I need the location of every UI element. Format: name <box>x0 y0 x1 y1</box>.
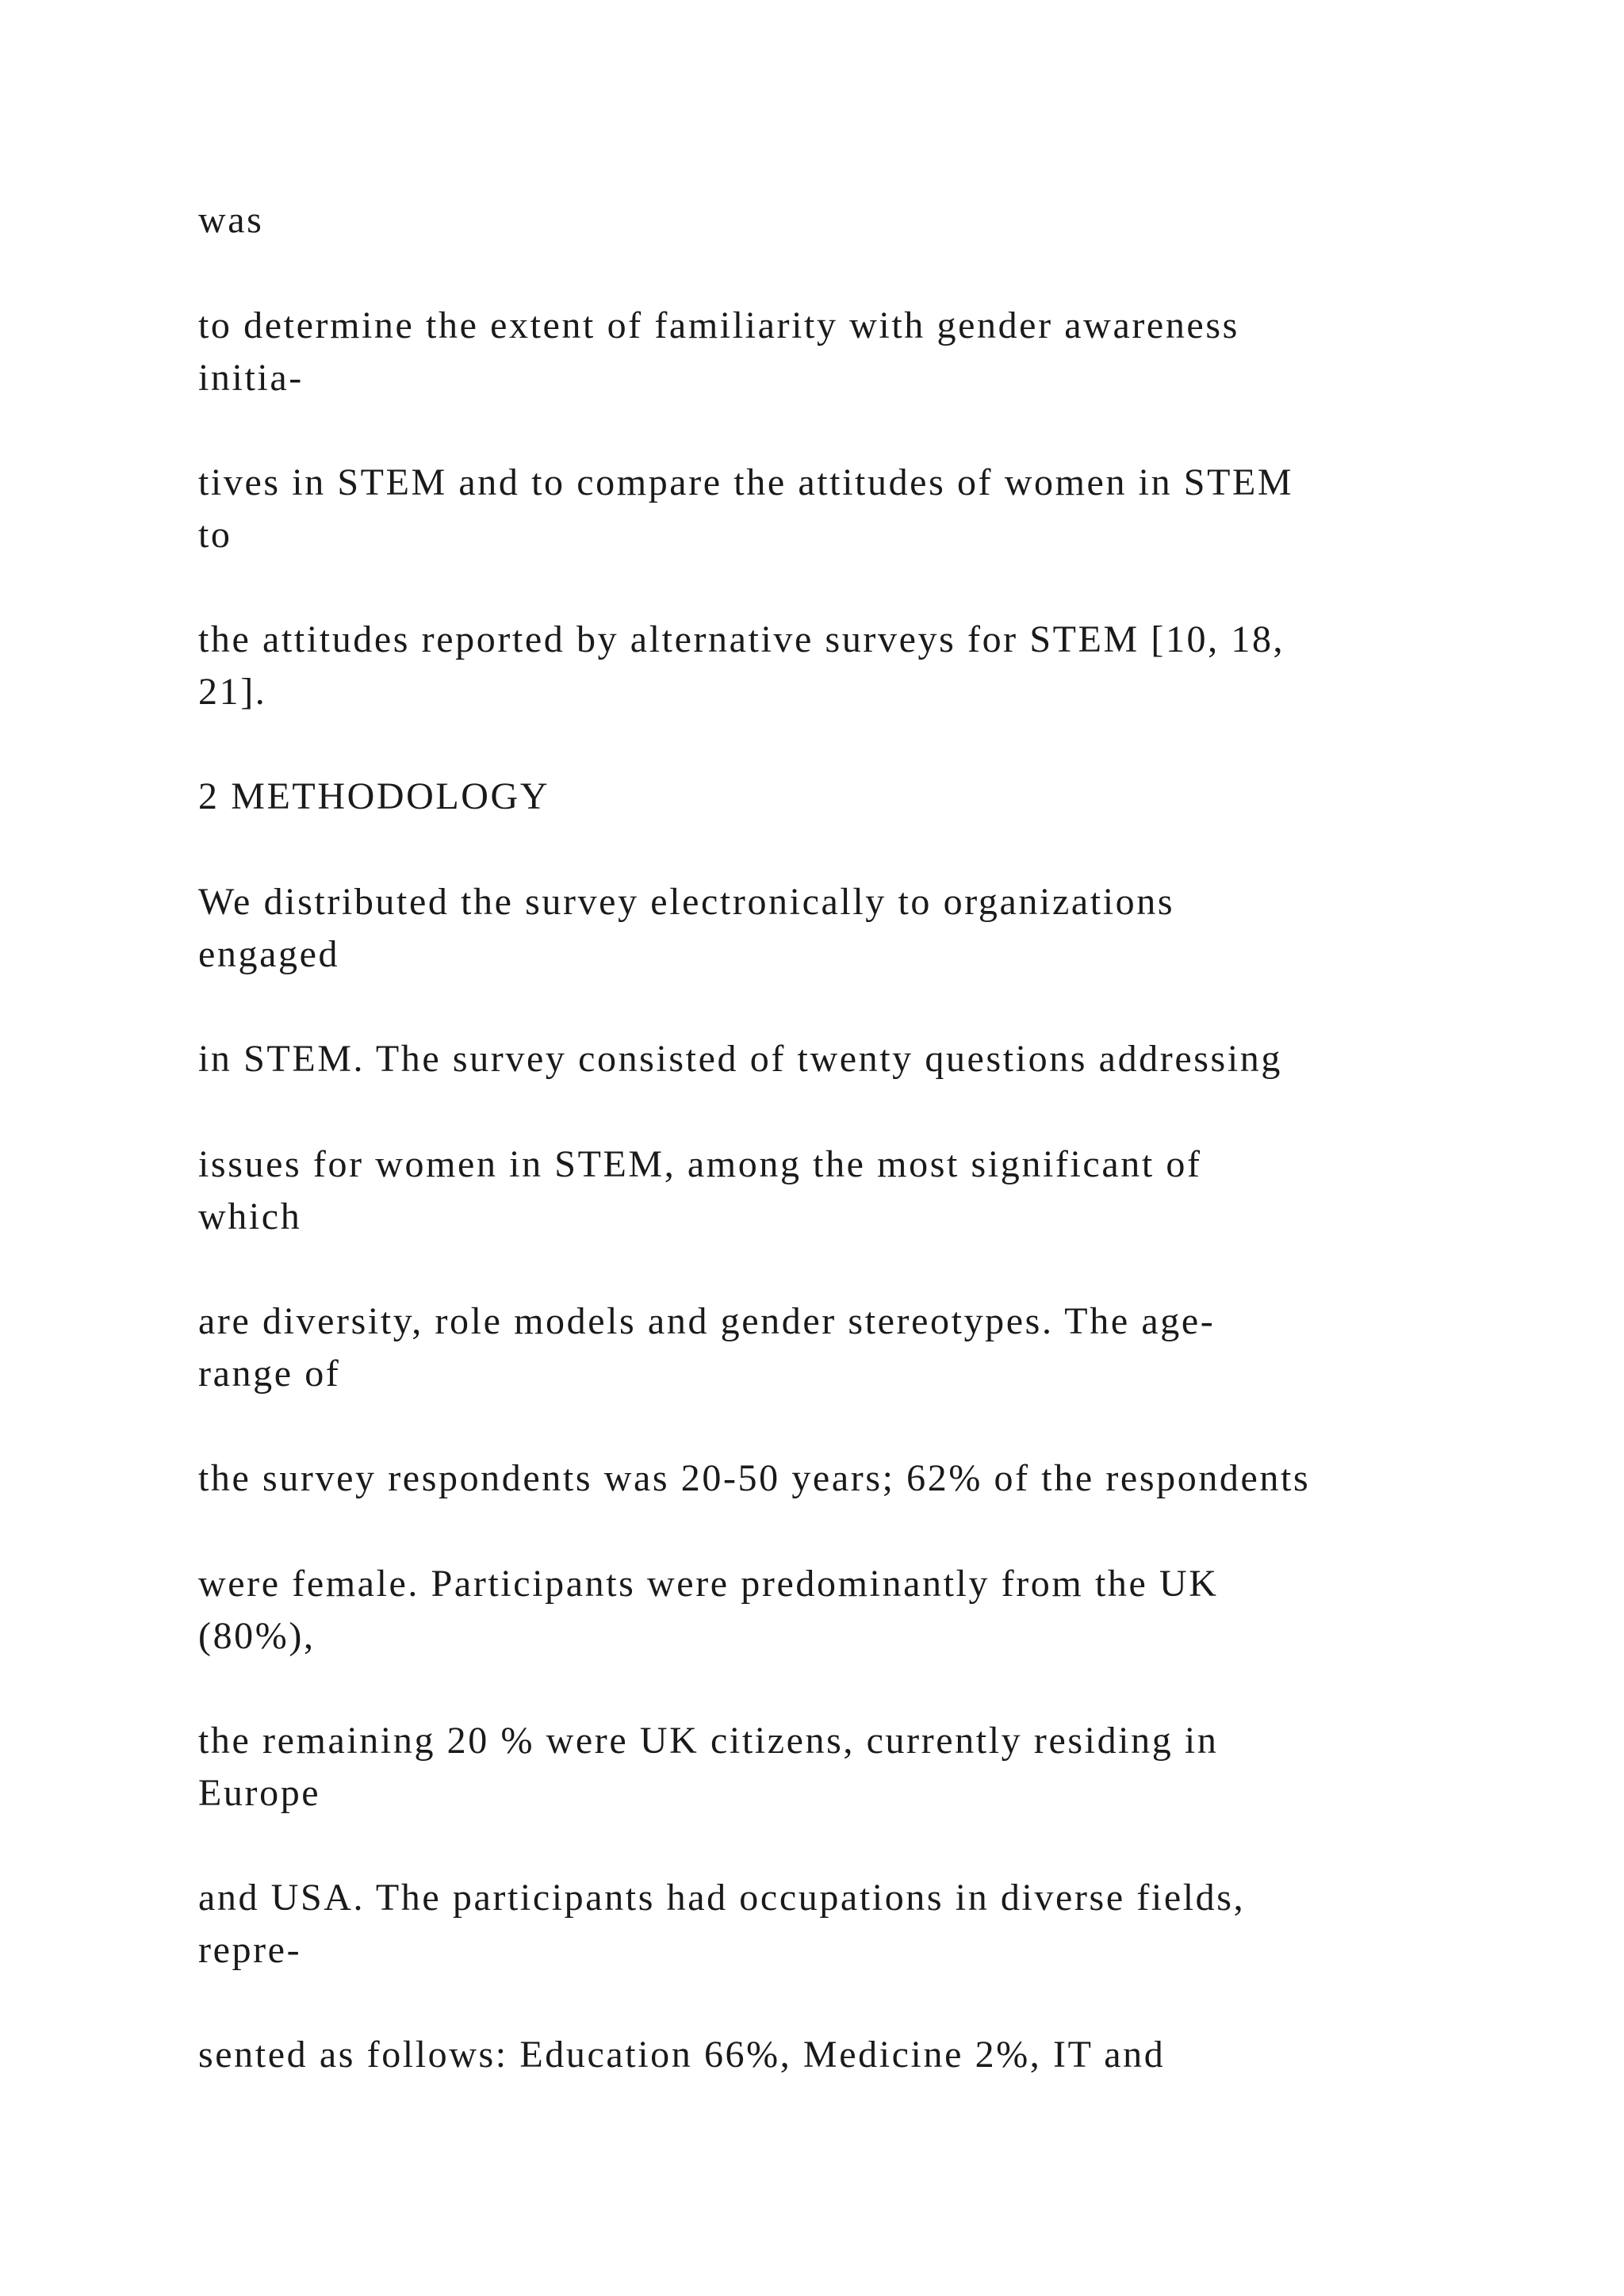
paragraph-12: and USA. The participants had occupations in diverse fields, repre- <box>198 1877 1246 1971</box>
paragraph-4: the attitudes reported by alternative surveys for STEM [10, 18, 21]. <box>198 618 1285 713</box>
section-heading-methodology: 2 METHODOLOGY <box>198 775 550 817</box>
paragraph-1: was <box>198 199 264 241</box>
paragraph-9: the survey respondents was 20-50 years; 62% of the respondents <box>198 1457 1311 1499</box>
paragraph-10: were female. Participants were predominantly from the UK (80%), <box>198 1563 1219 1657</box>
paragraph-6: in STEM. The survey consisted of twenty questions addressing <box>198 1038 1282 1080</box>
paragraph-7: issues for women in STEM, among the most significant of which <box>198 1143 1202 1238</box>
paragraph-11: the remaining 20 % were UK citizens, currently residing in Europe <box>198 1720 1219 1814</box>
paragraph-2: to determine the extent of familiarity with gender awareness initia- <box>198 304 1239 399</box>
paragraph-8: are diversity, role models and gender stereotypes. The age- range of <box>198 1300 1216 1395</box>
paragraph-5: We distributed the survey electronically to organizations engaged <box>198 881 1175 975</box>
paragraph-13: sented as follows: Education 66%, Medicine 2%, IT and <box>198 2034 1166 2076</box>
paragraph-3: tives in STEM and to compare the attitudes of women in STEM to <box>198 461 1294 556</box>
